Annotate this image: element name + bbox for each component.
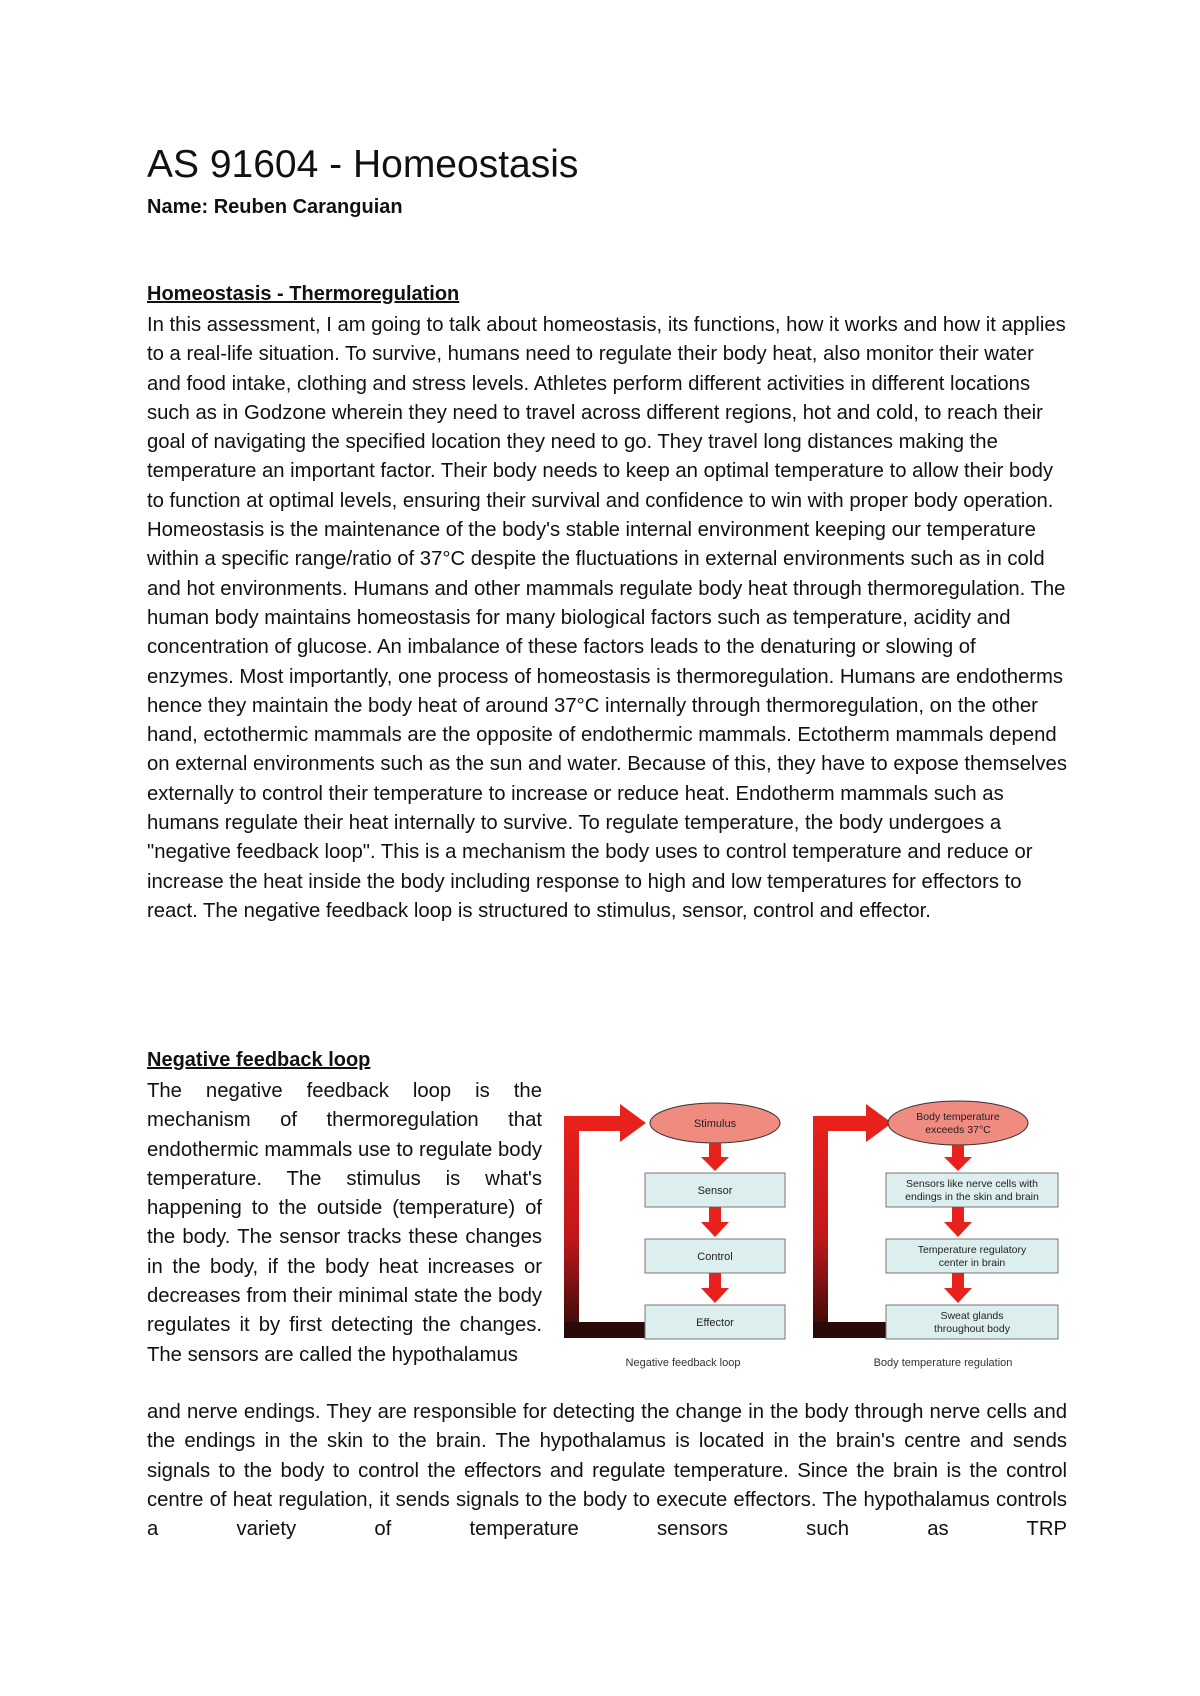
left-feedback-loop-arrow xyxy=(564,1104,650,1338)
author-name: Name: Reuben Caranguian xyxy=(147,196,403,218)
right-down-arrow-3 xyxy=(944,1273,972,1303)
feedback-loop-figure xyxy=(560,1080,1060,1380)
right-effector-line1: Sweat glands xyxy=(940,1310,1004,1322)
left-down-arrow-1 xyxy=(701,1143,729,1171)
right-effector-line2: throughout body xyxy=(934,1323,1010,1335)
right-caption: Body temperature regulation xyxy=(873,1357,1013,1369)
right-control-line1: Temperature regulatory xyxy=(917,1244,1027,1256)
right-down-arrow-2 xyxy=(944,1207,972,1237)
section-heading-negative-feedback: Negative feedback loop xyxy=(147,1049,371,1071)
right-down-arrow-1 xyxy=(944,1145,972,1171)
left-effector-label: Effector xyxy=(696,1317,734,1329)
intro-paragraph: In this assessment, I am going to talk about homeostasis, its functions, how it works and how it applies to a real-life situation. To survive, humans need to regulate their body heat, also monitor their water and food intake, clothing and stress levels. Athletes perform different activities in different locations such as in Godzone wherein they need to travel across different regions, hot and cold, to reach their goal of navigating the specified location they need to go. They travel long distances making the temperature an important factor. Their body needs to keep an optimal temperature to allow their body to function at optimal levels, ensuring their survival and confidence to win with proper body operation. Homeostasis is the maintenance of the body's stable internal environment keeping our temperature within a specific range/ratio of 37°C despite the fluctuations in external environments such as in cold and hot environments. Humans and other mammals regulate body heat through thermoregulation. The human body maintains homeostasis for many biological factors such as temperature, acidity and concentration of glucose. An imbalance of these factors leads to the denaturing or slowing of enzymes. Most importantly, one process of homeostasis is thermoregulation. Humans are endotherms hence they maintain the body heat of around 37°C internally through thermoregulation, on the other hand, ectothermic mammals are the opposite of endothermic mammals. Ectotherm mammals depend on external environments such as the sun and water. Because of this, they have to expose themselves externally to control their temperature to increase or reduce heat. Endotherm mammals such as humans regulate their heat internally to survive. To regulate temperature, the body undergoes a "negative feedback loop". This is a mechanism the body uses to control temperature and reduce or increase the heat inside the body including response to high and low temperatures for effectors to react. The negative feedback loop is structured to stimulus, sensor, control and effector. xyxy=(147,314,1067,922)
left-control-label: Control xyxy=(697,1251,733,1263)
side-paragraph: The negative feedback loop is the mechanism of thermoregulation that endothermic mammals use to regulate body temperature. The stimulus is what's happening to the outside (temperature) of the body. The sensor tracks these changes in the body, if the body heat increases or decreases from their minimal state the body regulates it by first detecting the changes. The sensors are called the hypothalamus xyxy=(147,1080,542,1366)
right-feedback-loop-arrow xyxy=(813,1104,893,1338)
right-control-line2: center in brain xyxy=(938,1257,1006,1269)
right-sensor-line1: Sensors like nerve cells with xyxy=(906,1178,1038,1190)
left-down-arrow-3 xyxy=(701,1273,729,1303)
continued-paragraph: and nerve endings. They are responsible for detecting the change in the body through nerve cells and the endings in the skin to the brain. The hypothalamus is located in the brain's centre and sends signals to the body to control the effectors and regulate temperature. Since the brain is the control centre of heat regulation, it sends signals to the body to execute effectors. The hypothalamus controls a variety of temperature sensors such as TRP xyxy=(147,1401,1067,1541)
right-oval-line1: Body temperature xyxy=(916,1111,1000,1123)
left-caption: Negative feedback loop xyxy=(625,1357,741,1369)
left-stimulus-label: Stimulus xyxy=(693,1118,737,1130)
left-sensor-label: Sensor xyxy=(697,1185,733,1197)
left-down-arrow-2 xyxy=(701,1207,729,1237)
right-sensor-line2: endings in the skin and brain xyxy=(905,1191,1039,1203)
section-heading-thermoregulation: Homeostasis - Thermoregulation xyxy=(147,283,460,305)
page-title: AS 91604 - Homeostasis xyxy=(147,143,579,186)
right-stimulus-oval xyxy=(888,1101,1028,1145)
right-oval-line2: exceeds 37°C xyxy=(925,1124,991,1136)
